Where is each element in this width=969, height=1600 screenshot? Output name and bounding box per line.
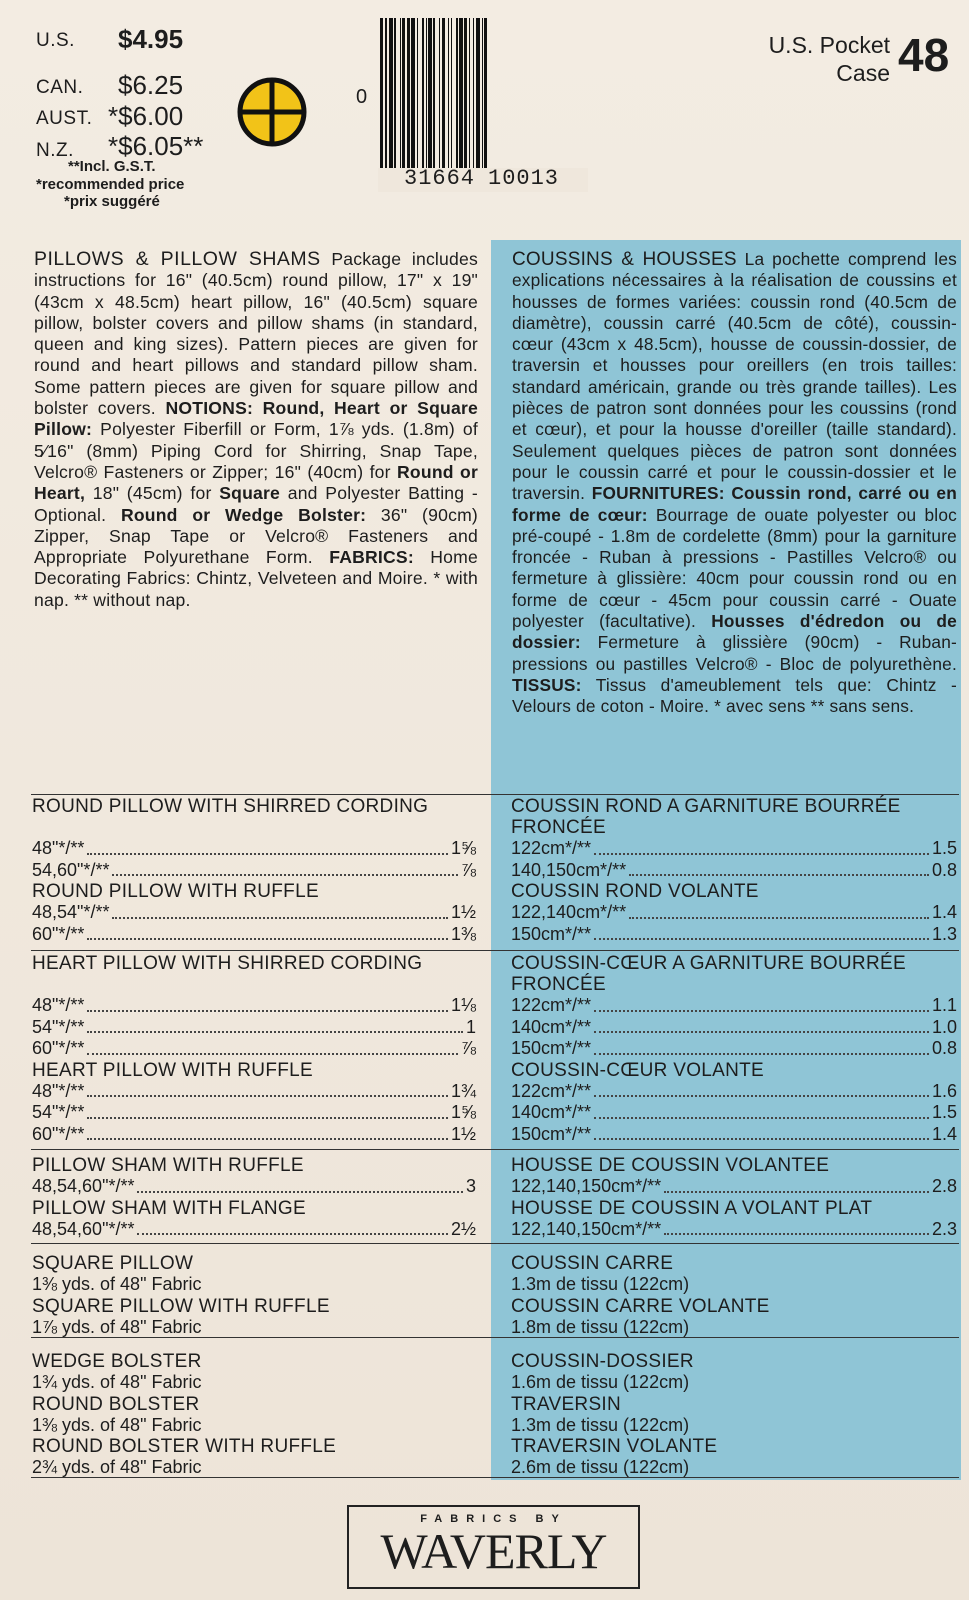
intro-en (34, 249, 478, 611)
notions-text-4: 36" (90cm) Zipper, Snap Tape or Velcro® Fasteners and Appropriate Polyurethane Form. (34, 504, 478, 568)
section-title-cont: FRONCÉE (511, 817, 606, 838)
row-width: 54,60"*/** (32, 859, 110, 880)
group-coussin-carre (511, 1253, 957, 1347)
row-width: 122,140,150cm*/** (511, 1176, 662, 1196)
group-housse (511, 1155, 957, 1249)
barcode-lead-digit: 0 (356, 86, 368, 108)
row-width: 60"*/** (32, 1038, 85, 1058)
row-amount: 1 (465, 1016, 476, 1037)
fournitures-text-2: Fermeture à glissière (90cm) - Ruban-pressions ou pastilles Velcro® - Bloc de polyurethène. (512, 632, 957, 674)
section-title: HOUSSE DE COUSSIN VOLANTEE (511, 1155, 830, 1176)
group-coussin-coeur (511, 953, 957, 1152)
notions-heading: NOTIONS: Round, Heart or Square Pillow: (34, 398, 478, 440)
group-bolster (32, 1351, 476, 1491)
waverly-logo (347, 1505, 640, 1589)
section-title: COUSSIN ROND VOLANTE (511, 881, 759, 902)
intro-en-body: Package includes instructions for 16" (40.5cm) round pillow, 17" x 19" (43cm x 48.5cm) heart pillow, 16" (40.5cm) square pillow, bolster covers and pillow shams (in standard, queen and king sizes). Pattern pieces are given for round and heart pillows and standard pillow sham. Some pattern pieces are given for square pillow and bolster covers. (34, 249, 478, 419)
notions-square: Square (219, 483, 281, 504)
barcode-digits-left: 31664 (404, 166, 476, 191)
section-title: ROUND BOLSTER (32, 1393, 200, 1415)
yardage-row (511, 860, 957, 882)
row-amount: 1¾ (450, 1080, 476, 1101)
row-amount: 2½ (450, 1218, 476, 1239)
barcode-digits-right: 10013 (488, 166, 560, 191)
yardage-row (32, 902, 476, 924)
group-traversin (511, 1351, 957, 1491)
row-width: 122cm*/** (511, 838, 592, 858)
yardage-row (32, 1219, 476, 1241)
yardage-text: 2.6m de tissu (122cm) (511, 1457, 690, 1477)
section-title: PILLOW SHAM WITH RUFFLE (32, 1155, 304, 1176)
price-aust-label: AUST. (36, 108, 93, 129)
fournitures-text-1: Bourrage de ouate polyester ou bloc pré-coupé - 1.8m de cordelette (8mm) pour la garniture froncée - Ruban à pressions - Pastilles Velcro® ou fermeture à glissière: 40cm pour coussin rond ou en forme de cœur - 45cm pour coussin carré - Ouate polyester (facultative). (512, 504, 957, 632)
yardage-row (32, 1017, 476, 1039)
row-amount: ⅞ (460, 1038, 476, 1058)
group-square-pillow (32, 1253, 476, 1347)
row-width: 48,54,60"*/** (32, 1176, 135, 1196)
logo-brand: WAVERLY (380, 1523, 607, 1579)
section-title: COUSSIN-CŒUR VOLANTE (511, 1059, 765, 1081)
group-coussin-rond (511, 796, 957, 951)
fabrics-text: Home Decorating Fabrics: Chintz, Velveteen and Moire. * with nap. ** without nap. (34, 547, 479, 610)
intro-fr (512, 249, 957, 718)
row-width: 60"*/** (32, 1123, 85, 1144)
yardage-text: 1.8m de tissu (122cm) (511, 1316, 690, 1337)
section-title: COUSSIN ROND A GARNITURE BOURRÉE (511, 796, 901, 817)
yardage-text: 2¾ yds. of 48" Fabric (32, 1457, 202, 1477)
price-can-label: CAN. (36, 77, 84, 98)
yardage-row (511, 995, 957, 1017)
row-width: 54"*/** (32, 1016, 85, 1037)
pocket-label-1: U.S. Pocket (768, 32, 890, 58)
yardage-row (32, 1038, 476, 1060)
fabrics-heading: FABRICS: (329, 547, 414, 568)
yardage-row (511, 1017, 957, 1039)
yardage-row (32, 1081, 476, 1103)
fournitures-heading: FOURNITURES: Coussin rond, carré ou en forme de cœur: (512, 483, 957, 525)
row-width: 54"*/** (32, 1102, 85, 1122)
yardage-text: 1¾ yds. of 48" Fabric (32, 1372, 202, 1392)
yardage-row (32, 860, 476, 882)
notions-bolster: Round or Wedge Bolster: (120, 504, 367, 525)
row-amount: ⅞ (460, 859, 476, 880)
row-width: 150cm*/** (511, 1123, 592, 1144)
section-title: ROUND PILLOW WITH SHIRRED CORDING (32, 796, 429, 817)
row-amount: 1.6 (931, 1080, 957, 1101)
row-amount: 0.8 (931, 859, 957, 880)
yardage-text: 1.3m de tissu (122cm) (511, 1414, 690, 1435)
row-amount: 1.3 (931, 923, 957, 944)
group-pillow-sham (32, 1155, 476, 1249)
yardage-row (32, 1102, 476, 1124)
intro-en-title: PILLOWS & PILLOW SHAMS (34, 248, 321, 270)
group-heart-pillow (32, 953, 476, 1152)
yardage-row (511, 1219, 957, 1241)
group-round-pillow (32, 796, 476, 951)
crosshair-symbol-icon (236, 76, 308, 148)
row-width: 122,140,150cm*/** (511, 1218, 662, 1239)
price-note-gst: **Incl. G.S.T. (68, 158, 156, 175)
yardage-row (511, 1124, 957, 1146)
pocket-number: 48 (898, 29, 950, 81)
yardage-fr (511, 795, 957, 1491)
yardage-row (511, 1176, 957, 1198)
row-amount: 1⅛ (450, 995, 476, 1015)
section-title: COUSSIN-CŒUR A GARNITURE BOURRÉE (511, 953, 906, 974)
yardage-row (32, 924, 476, 946)
yardage-text: 1⅜ yds. of 48" Fabric (32, 1414, 202, 1435)
section-title: HEART PILLOW WITH SHIRRED CORDING (32, 953, 423, 974)
intro-fr-title: COUSSINS & HOUSSES (512, 249, 737, 270)
yardage-row (511, 1102, 957, 1124)
yardage-text: 1.6m de tissu (122cm) (511, 1372, 690, 1392)
yardage-row (511, 902, 957, 924)
row-amount: 1½ (450, 902, 476, 922)
tissus-heading: TISSUS: (512, 674, 582, 695)
price-us-label: U.S. (36, 30, 75, 51)
price-nz-label: N.Z. (36, 140, 74, 161)
row-width: 48,54"*/** (32, 902, 110, 922)
price-note-recommended: *recommended price (36, 176, 185, 193)
notions-text-2: 18" (45cm) for (92, 483, 212, 504)
row-width: 150cm*/** (511, 923, 592, 944)
yardage-text: 1⅞ yds. of 48" Fabric (32, 1316, 202, 1337)
row-amount: 0.8 (931, 1038, 957, 1058)
intro-fr-body: La pochette comprend les explications nécessaires à la réalisation de coussins et housses de formes variées: coussin rond (40.5cm de diamètre), coussin carré (40.5cm de côté), coussin-cœur (43cm x 48.5cm), housse de coussin-dossier, de traversin et housses pour oreillers (en trois tailles: standard américain, grande ou très grande tailles). Les pièces de patron sont données pour les coussins (rond et cœur), et pour la housse d'oreiller (taille standard). Seulement quelques pièces de patron sont données pour le coussin carré et pour le coussin-dossier et le traversin. (512, 249, 957, 504)
section-title: HOUSSE DE COUSSIN A VOLANT PLAT (511, 1197, 873, 1219)
row-amount: 1⅜ (450, 923, 476, 944)
row-width: 150cm*/** (511, 1038, 592, 1058)
section-title: ROUND BOLSTER WITH RUFFLE (32, 1436, 337, 1457)
fournitures-housses: Housses d'édredon ou de dossier: (512, 611, 957, 653)
section-title-cont: FRONCÉE (511, 974, 606, 995)
barcode (380, 18, 585, 168)
row-width: 48,54,60"*/** (32, 1218, 135, 1239)
row-amount: 1⅝ (450, 1102, 476, 1122)
section-title: HEART PILLOW WITH RUFFLE (32, 1059, 313, 1081)
yardage-row (32, 1176, 476, 1198)
price-nz-value: *$6.05** (108, 131, 204, 161)
notions-text-3: and Polyester Batting - Optional. (34, 483, 478, 525)
row-width: 60"*/** (32, 923, 85, 944)
row-width: 140cm*/** (511, 1016, 592, 1037)
row-width: 48"*/** (32, 1080, 85, 1101)
section-title: SQUARE PILLOW (32, 1253, 194, 1274)
notions-round-heart: Round or Heart, (34, 461, 478, 504)
yardage-en (32, 795, 476, 1491)
tissus-text: Tissus d'ameublement tels que: Chintz - Velours de coton - Moire. * avec sens ** sans sens. (512, 674, 957, 717)
yardage-row (511, 1038, 957, 1060)
section-title: TRAVERSIN (511, 1393, 622, 1415)
price-can-value: $6.25 (118, 70, 184, 100)
row-width: 122,140cm*/** (511, 902, 627, 922)
notions-text-1: Polyester Fiberfill or Form, 1⅞ yds. (1.8m) of 5⁄16" (8mm) Piping Cord for Shirring, Snap Tape, Velcro® Fasteners or Zipper; 16" (40cm) for (34, 419, 479, 482)
yardage-text: 1.3m de tissu (122cm) (511, 1274, 690, 1294)
row-width: 140cm*/** (511, 1102, 592, 1122)
section-title: COUSSIN-DOSSIER (511, 1351, 694, 1372)
row-amount: 2.3 (931, 1218, 957, 1239)
logo-tagline: FABRICS BY (420, 1513, 567, 1525)
yardage-row (32, 1124, 476, 1146)
row-width: 48"*/** (32, 838, 85, 858)
row-amount: 1.4 (931, 1123, 957, 1144)
row-width: 48"*/** (32, 995, 85, 1015)
row-amount: 1½ (450, 1123, 476, 1144)
yardage-text: 1⅜ yds. of 48" Fabric (32, 1274, 202, 1294)
yardage-row (511, 1081, 957, 1103)
row-amount: 3 (465, 1176, 476, 1196)
row-amount: 1.1 (931, 995, 957, 1015)
row-amount: 1.0 (931, 1016, 957, 1037)
yardage-row (32, 838, 476, 860)
pocket-label-2: Case (836, 60, 890, 86)
row-amount: 1.4 (931, 902, 957, 922)
yardage-row (32, 995, 476, 1017)
section-title: TRAVERSIN VOLANTE (511, 1436, 718, 1457)
section-title: COUSSIN CARRE (511, 1253, 674, 1274)
row-amount: 1.5 (931, 838, 957, 858)
row-width: 122cm*/** (511, 1080, 592, 1101)
row-amount: 2.8 (931, 1176, 957, 1196)
row-amount: 1⅝ (450, 838, 476, 858)
row-width: 140,150cm*/** (511, 859, 627, 880)
yardage-row (511, 838, 957, 860)
price-note-suggere: *prix suggéré (64, 193, 160, 210)
price-aust-value: *$6.00 (108, 101, 184, 131)
section-title: PILLOW SHAM WITH FLANGE (32, 1197, 306, 1219)
section-title: ROUND PILLOW WITH RUFFLE (32, 881, 319, 902)
yardage-row (511, 924, 957, 946)
row-amount: 1.5 (931, 1102, 957, 1122)
section-title: WEDGE BOLSTER (32, 1351, 202, 1372)
row-width: 122cm*/** (511, 995, 592, 1015)
section-title: COUSSIN CARRE VOLANTE (511, 1295, 770, 1317)
price-us-value: $4.95 (118, 24, 184, 54)
section-title: SQUARE PILLOW WITH RUFFLE (32, 1295, 330, 1317)
